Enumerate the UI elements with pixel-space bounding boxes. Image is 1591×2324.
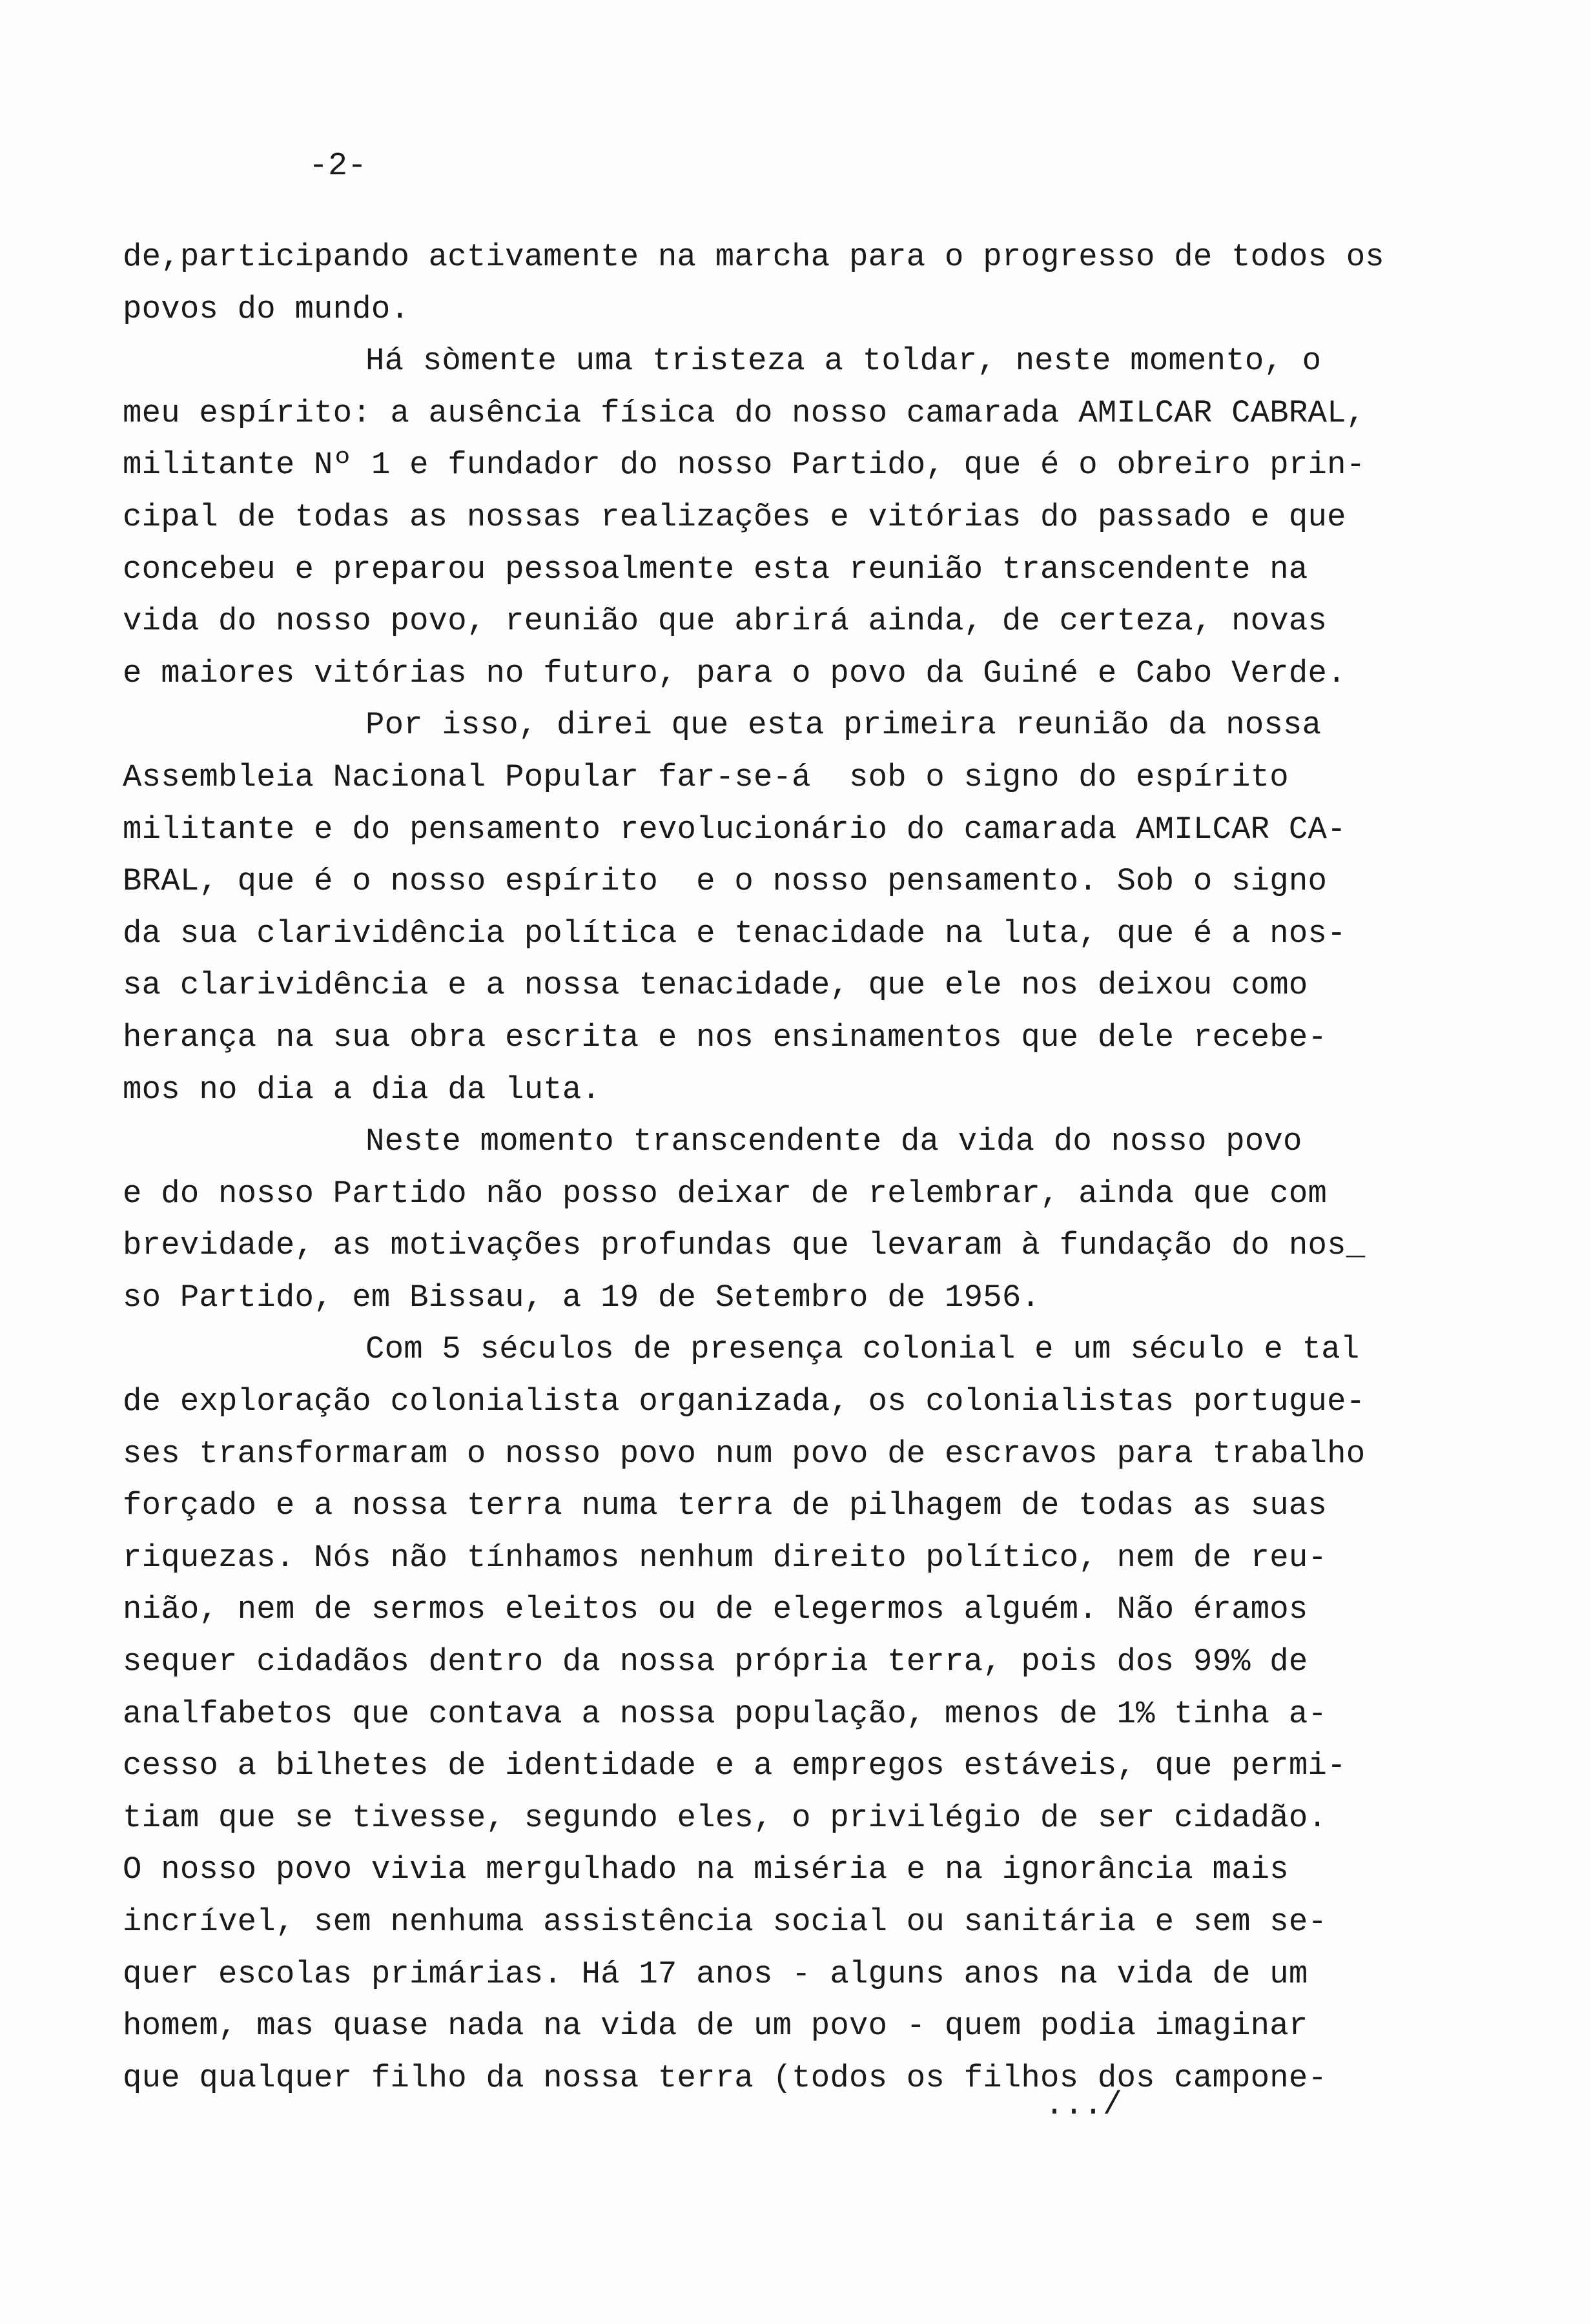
- text-line: povos do mundo.: [123, 290, 410, 327]
- text-line: concebeu e preparou pessoalmente esta reunião transcendente na: [123, 551, 1308, 587]
- text-line: quer escolas primárias. Há 17 anos - alguns anos na vida de um: [123, 1955, 1308, 1992]
- text-line: que qualquer filho da nossa terra (todos os filhos dos campone-: [123, 2059, 1328, 2096]
- body-text: [123, 231, 1414, 2104]
- text-line: mos no dia a dia da luta.: [123, 1071, 601, 1108]
- text-line: tiam que se tivesse, segundo eles, o privilégio de ser cidadão.: [123, 1799, 1328, 1836]
- text-line: brevidade, as motivações profundas que levaram à fundação do nos_: [123, 1227, 1366, 1264]
- text-line: vida do nosso povo, reunião que abrirá ainda, de certeza, novas: [123, 603, 1328, 640]
- text-line: herança na sua obra escrita e nos ensinamentos que dele recebe-: [123, 1019, 1328, 1055]
- page-number: -2-: [309, 148, 367, 185]
- text-line: forçado e a nossa terra numa terra de pilhagem de todas as suas: [123, 1487, 1328, 1524]
- text-line: militante Nº 1 e fundador do nosso Partido, que é o obreiro prin-: [123, 447, 1366, 484]
- text-line: sa clarividência e a nossa tenacidade, que ele nos deixou como: [123, 967, 1308, 1004]
- text-line: militante e do pensamento revolucionário do camarada AMILCAR CA-: [123, 811, 1346, 848]
- text-line: da sua clarividência política e tenacidade na luta, que é a nos-: [123, 915, 1346, 952]
- text-line: ses transformaram o nosso povo num povo de escravos para trabalho: [123, 1435, 1366, 1472]
- text-line: de,participando activamente na marcha para o progresso de todos os: [123, 239, 1384, 275]
- text-line: e maiores vitórias no futuro, para o povo da Guiné e Cabo Verde.: [123, 655, 1346, 691]
- paragraph-start-line: Com 5 séculos de presença colonial e um século e tal: [365, 1331, 1360, 1368]
- text-line: cesso a bilhetes de identidade e a empregos estáveis, que permi-: [123, 1748, 1346, 1784]
- text-line: homem, mas quase nada na vida de um povo - quem podia imaginar: [123, 2008, 1308, 2044]
- text-line: cipal de todas as nossas realizações e vitórias do passado e que: [123, 498, 1346, 535]
- text-line: BRAL, que é o nosso espírito e o nosso pensamento. Sob o signo: [123, 863, 1328, 900]
- text-line: sequer cidadãos dentro da nossa própria terra, pois dos 99% de: [123, 1644, 1308, 1680]
- text-line: meu espírito: a ausência física do nosso camarada AMILCAR CABRAL,: [123, 394, 1366, 431]
- text-line: incrível, sem nenhuma assistência social ou sanitária e sem se-: [123, 1904, 1328, 1940]
- text-line: O nosso povo vivia mergulhado na miséria e na ignorância mais: [123, 1851, 1289, 1888]
- text-line: so Partido, em Bissau, a 19 de Setembro de 1956.: [123, 1279, 1041, 1316]
- text-line: nião, nem de sermos eleitos ou de elegermos alguém. Não éramos: [123, 1591, 1308, 1628]
- paragraph-start-line: Há sòmente uma tristeza a toldar, neste momento, o: [365, 343, 1322, 380]
- continuation-mark: .../: [1045, 2087, 1123, 2124]
- text-line: e do nosso Partido não posso deixar de relembrar, ainda que com: [123, 1175, 1328, 1212]
- text-line: analfabetos que contava a nossa população, menos de 1% tinha a-: [123, 1695, 1328, 1732]
- text-line: riquezas. Nós não tínhamos nenhum direito político, nem de reu-: [123, 1539, 1328, 1576]
- text-line: de exploração colonialista organizada, os colonialistas portugue-: [123, 1383, 1366, 1420]
- paragraph-start-line: Neste momento transcendente da vida do nosso povo: [365, 1123, 1302, 1160]
- text-line: Assembleia Nacional Popular far-se-á sob o signo do espírito: [123, 759, 1289, 795]
- paragraph-start-line: Por isso, direi que esta primeira reunião da nossa: [365, 707, 1322, 744]
